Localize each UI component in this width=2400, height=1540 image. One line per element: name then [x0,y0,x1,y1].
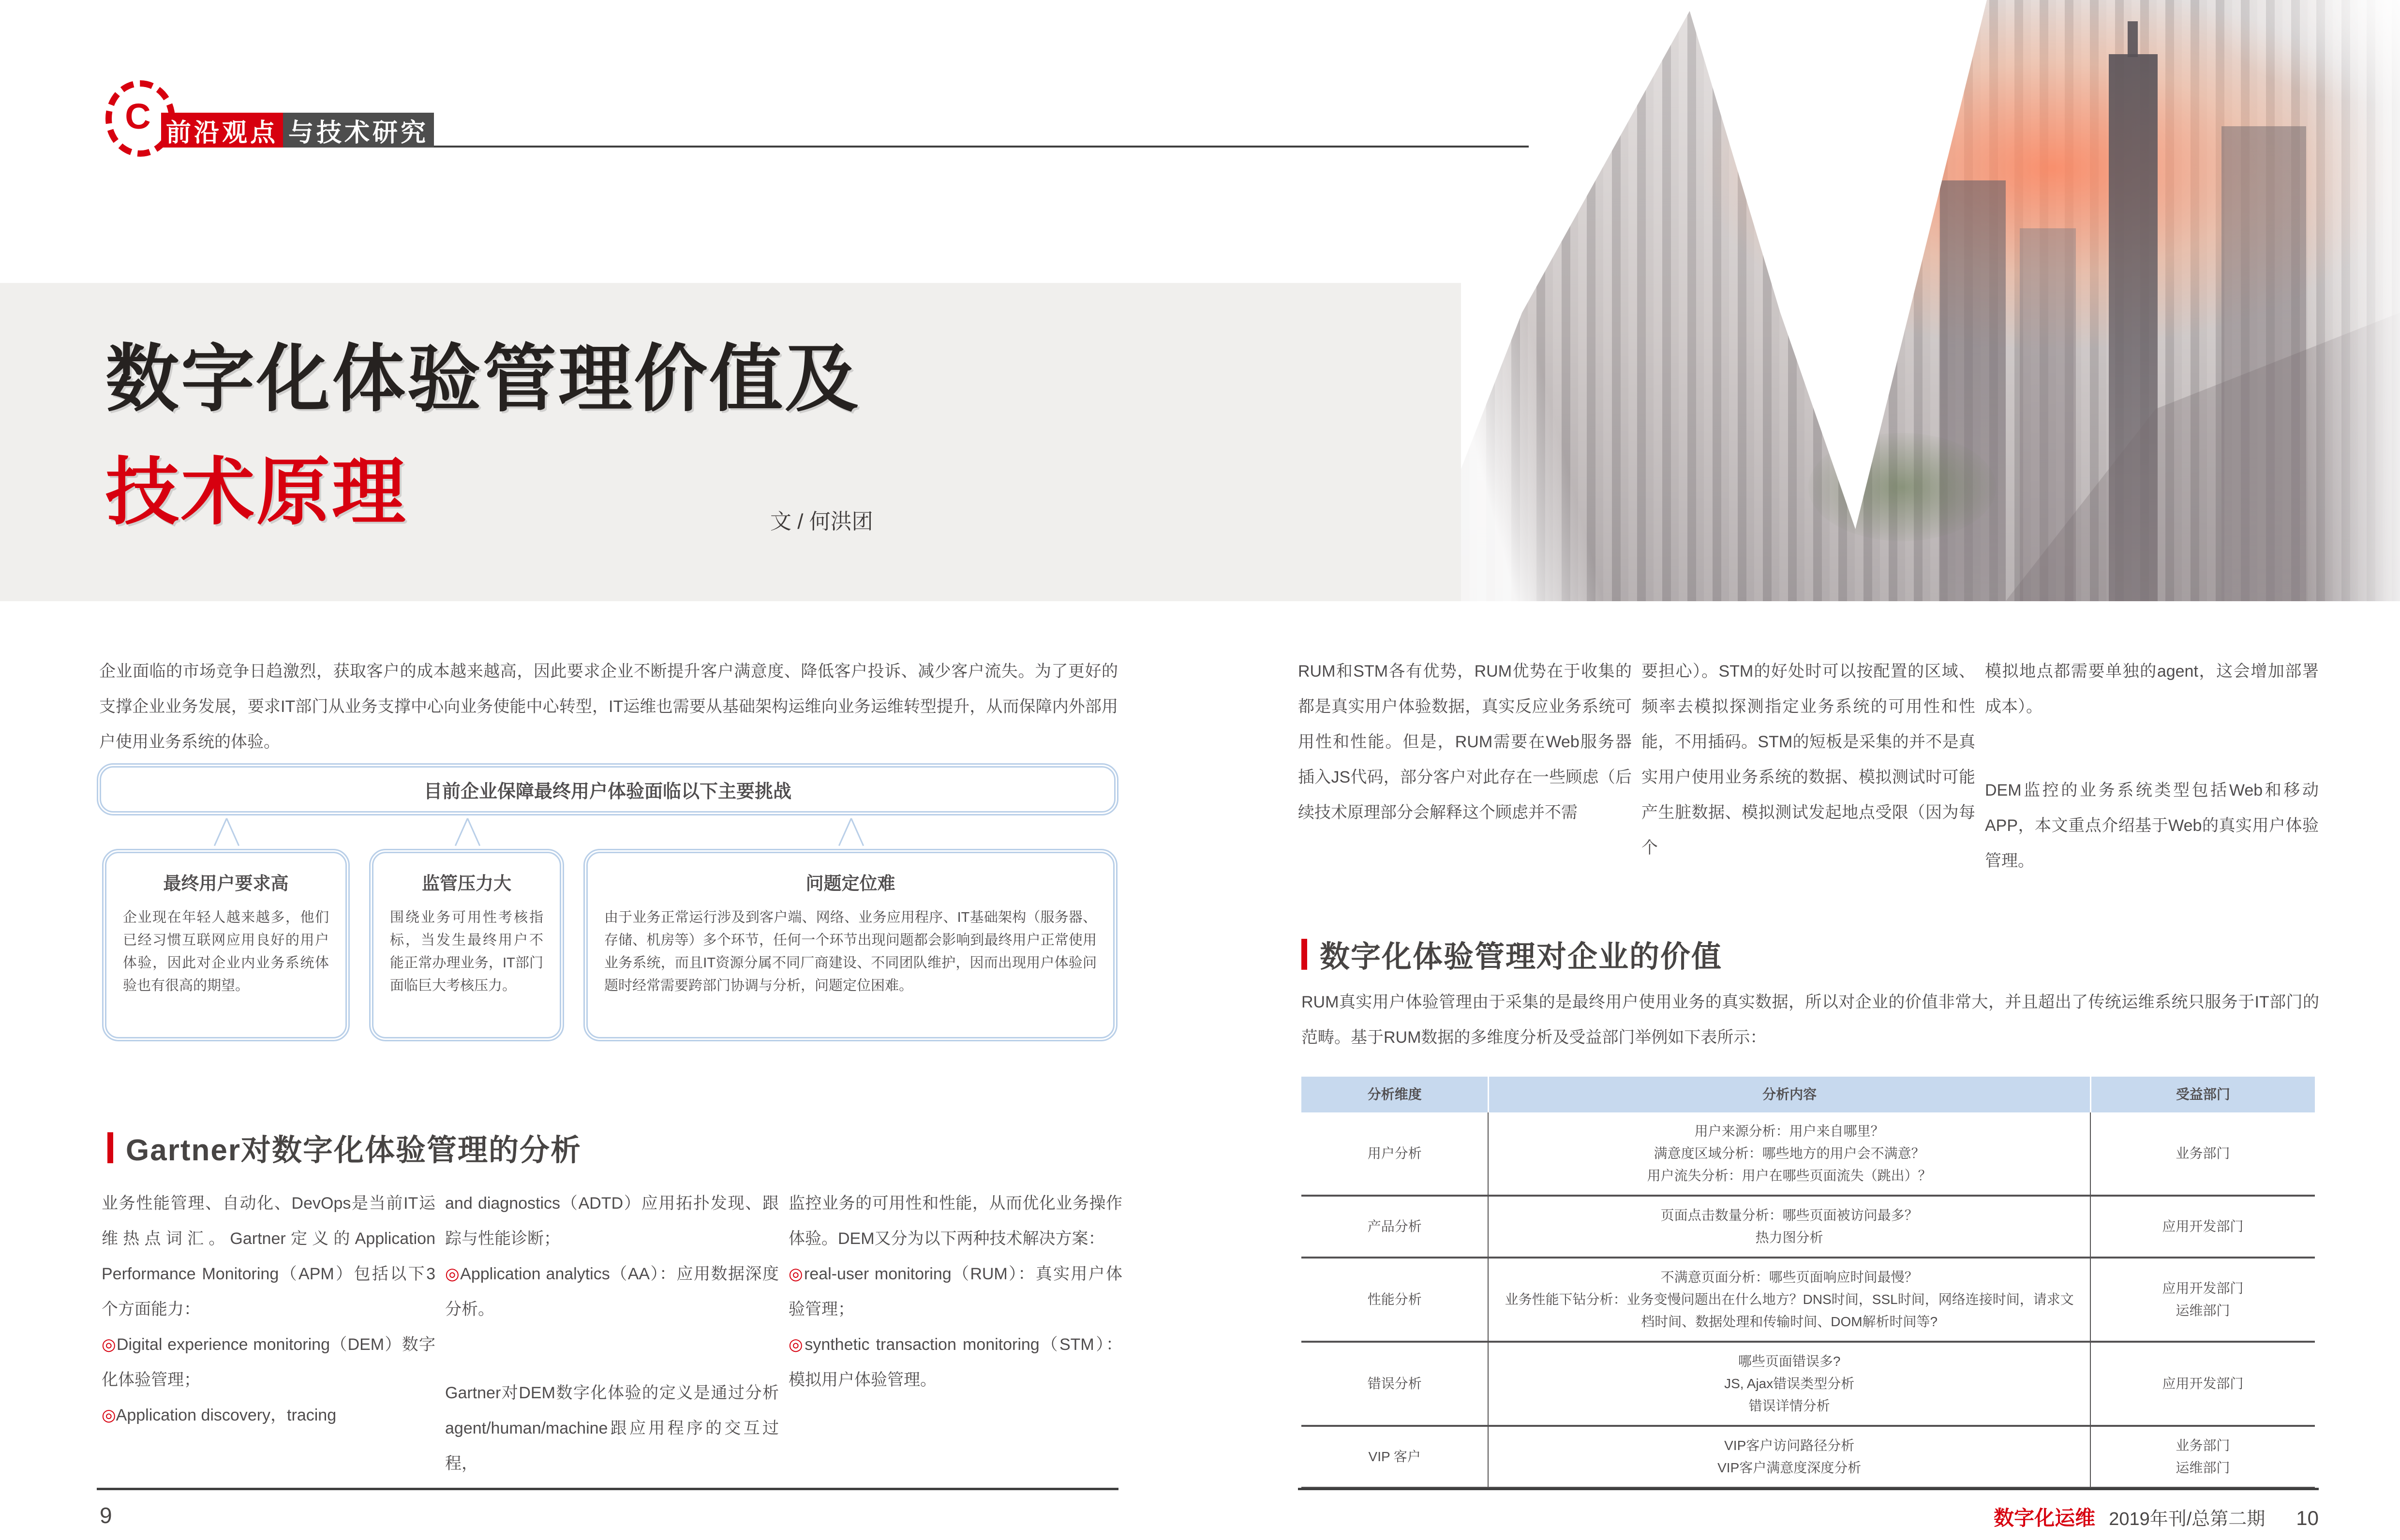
article-title [105,323,860,549]
beneficiary-cell: 应用开发部门 [2090,1343,2315,1425]
connector-icon [447,818,486,845]
table-header-row [1301,1077,2315,1112]
journal-brand: 数字化运维 [1994,1507,2096,1529]
article-byline: 文 / 何洪团 [770,510,873,533]
section-heading-value [1301,933,1722,976]
body-paragraph: and diagnostics（ADTD）应用拓扑发现、跟踪与性能诊断； [445,1194,779,1248]
bullet-item [445,1257,779,1327]
beneficiary-cell: 应用开发部门 运维部门 [2090,1259,2315,1341]
footer-rule-right [1298,1488,2319,1490]
content-cell: 页面点击数量分析：哪些页面被访问最多？ 热力图分析 [1488,1197,2089,1257]
table-row [1301,1197,2315,1259]
gartner-col-3 [789,1186,1122,1481]
challenge-card-2 [369,849,564,1041]
table-row [1301,1259,2315,1343]
body-paragraph: DEM监控的业务系统类型包括Web和移动APP，本文重点介绍基于Web的真实用户体验管理。 [1985,781,2319,870]
article-title-line2: 技术原理 [105,452,407,533]
gartner-col-1 [102,1186,435,1481]
bullet-text: Digital experience monitoring（DEM）数字化体验管理； [102,1335,435,1389]
connector-icon [207,818,245,845]
body-paragraph: 模拟地点都需要单独的agent，这会增加部署成本）。 [1985,662,2319,716]
challenge-card-1 [102,849,350,1041]
footer-right [1298,1502,2319,1531]
content-cell: 不满意页面分析：哪些页面响应时间最慢？ 业务性能下钻分析：业务变慢问题出在什么地方？DNS时间，SSL时间，网络连接时间，请求文档时间、数据处理和传输时间、DOM解析时间等? [1488,1259,2089,1341]
dimension-cell: 用户分析 [1367,1146,1422,1161]
table-row [1301,1427,2315,1489]
journal-issue: 2019年刊/总第二期 [2109,1509,2266,1529]
page-number-left: 9 [100,1503,112,1528]
heading-accent-bar [1301,939,1307,970]
bullet-icon: ◎ [789,1335,805,1354]
dimension-cell: VIP 客户 [1368,1449,1421,1464]
section-heading-text: 数字化体验管理对企业的价值 [1320,940,1723,974]
challenge-card-body: 企业现在年轻人越来越多，他们已经习惯互联网应用良好的用户体验，因此对企业内业务系统体验也有很高的期望。 [123,910,329,993]
gartner-col-2 [445,1186,779,1481]
page2-columns [1298,654,2319,879]
body-paragraph: 业务性能管理、自动化、DevOps是当前IT运维热点词汇。Gartner定义的Application Performance Monitoring（APM）包括以下3个方面能力： [102,1194,435,1318]
body-paragraph: 监控业务的可用性和性能，从而优化业务操作体验。DEM又分为以下两种技术解决方案： [789,1194,1122,1248]
challenges-header-box: 目前企业保障最终用户体验面临以下主要挑战 [97,763,1118,815]
page2-col-a [1298,654,1632,879]
section2-intro: RUM真实用户体验管理由于采集的是最终用户使用业务的真实数据，所以对企业的价值非常大，并且超出了传统运维系统只服务于IT部门的范畴。基于RUM数据的多维度分析及受益部门举例如下表所示： [1301,993,2319,1047]
body-paragraph: 要担心）。STM的好处时可以按配置的区域、频率去模拟探测指定业务系统的可用性和性能，不用插码。STM的短板是采集的并不是真实用户使用业务系统的数据、模拟测试时可能产生脏数据、模拟测试发起地点受限（因为每个 [1641,662,1975,857]
challenge-card-title: 监管压力大 [422,874,511,893]
table-header-cell: 分析内容 [1488,1077,2089,1112]
table-body [1301,1112,2315,1489]
challenge-card-3 [583,849,1118,1041]
challenge-card-title: 问题定位难 [805,874,895,893]
content-cell: 哪些页面错误多? JS, Ajax错误类型分析 错误详情分析 [1488,1343,2089,1425]
bullet-icon: ◎ [102,1406,116,1424]
content-cell: VIP客户访问路径分析 VIP客户满意度深度分析 [1488,1427,2089,1487]
gartner-columns [102,1186,1122,1481]
table-header-cell: 受益部门 [2090,1077,2315,1112]
section-banner-secondary: 与技术研究 [283,113,434,148]
intro-paragraph: 企业面临的市场竞争日趋激烈，获取客户的成本越来越高，因此要求企业不断提升客户满意度、降低客户投诉、减少客户流失。为了更好的支撑企业业务发展，要求IT部门从业务支撑中心向业务使能中心转型，IT运维也需要从基础架构运维向业务运维转型提升，从而保障内外部用户使用业务系统的体验。 [99,662,1118,751]
dimension-cell: 性能分析 [1367,1292,1422,1307]
city-skyline-photo [1461,0,2400,601]
dimension-cell: 错误分析 [1367,1376,1422,1391]
bullet-item [789,1327,1122,1398]
bullet-text: real-user monitoring（RUM）：真实用户体验管理； [789,1265,1123,1318]
challenge-card-body: 由于业务正常运行涉及到客户端、网络、业务应用程序、IT基础架构（服务器、存储、机房等）多个环节，任何一个环节出现问题都会影响到最终用户正常使用业务系统，而且IT资源分属不同厂商建设、不同团队维护，因而出现用户体验问题时经常需要跨部门协调与分析，问题定位困难。 [604,910,1097,993]
challenge-card-title: 最终用户要求高 [163,874,289,893]
page-number-right: 10 [2296,1507,2319,1529]
body-paragraph: Gartner对DEM数字化体验的定义是通过分析agent/human/machine跟应用程序的交互过程， [445,1384,779,1473]
bullet-item [102,1398,435,1433]
footer-rule-left [97,1488,1118,1490]
photo-light-veil [1461,0,2400,601]
heading-accent-bar [107,1132,113,1163]
bullet-icon: ◎ [445,1265,461,1283]
connector-icon [831,818,870,845]
bullet-text: Application analytics（AA）：应用数据深度分析。 [445,1265,779,1318]
article-title-line1: 数字化体验管理价值及 [105,339,860,420]
section-heading-gartner [107,1126,581,1169]
rum-analysis-table [1301,1077,2315,1489]
page2-col-b [1641,654,1975,879]
table-row [1301,1343,2315,1427]
content-cell: 用户来源分析：用户来自哪里？ 满意度区域分析：哪些地方的用户会不满意？ 用户流失分析：用户在哪些页面流失（跳出）？ [1488,1112,2089,1195]
page2-col-c [1985,654,2319,879]
challenge-card-body: 围绕业务可用性考核指标，当发生最终用户不能正常办理业务，IT部门面临巨大考核压力。 [390,910,543,993]
bullet-icon: ◎ [102,1335,117,1354]
beneficiary-cell: 应用开发部门 [2090,1197,2315,1257]
bullet-item [789,1257,1122,1327]
section-banner-primary: 前沿观点 [161,113,283,148]
beneficiary-cell: 业务部门 [2090,1112,2315,1195]
bullet-text: synthetic transaction monitoring（STM）：模拟用户体验管理。 [789,1335,1122,1389]
dimension-cell: 产品分析 [1367,1219,1422,1234]
table-header-cell: 分析维度 [1367,1087,1422,1102]
bullet-item [102,1327,435,1398]
section-heading-text: Gartner对数字化体验管理的分析 [126,1134,581,1167]
body-paragraph: RUM和STM各有优势，RUM优势在于收集的都是真实用户体验数据，真实反应业务系统可用性和性能。但是，RUM需要在Web服务器插入JS代码，部分客户对此存在一些顾虑（后续技术原理部分会解释这个顾虑并不需 [1298,662,1632,822]
table-row [1301,1112,2315,1197]
bullet-icon: ◎ [789,1265,804,1283]
beneficiary-cell: 业务部门 运维部门 [2090,1427,2315,1487]
header-rule [434,146,1529,148]
bullet-text: Application discovery，tracing [116,1406,337,1424]
gear-letter: C [125,96,151,136]
